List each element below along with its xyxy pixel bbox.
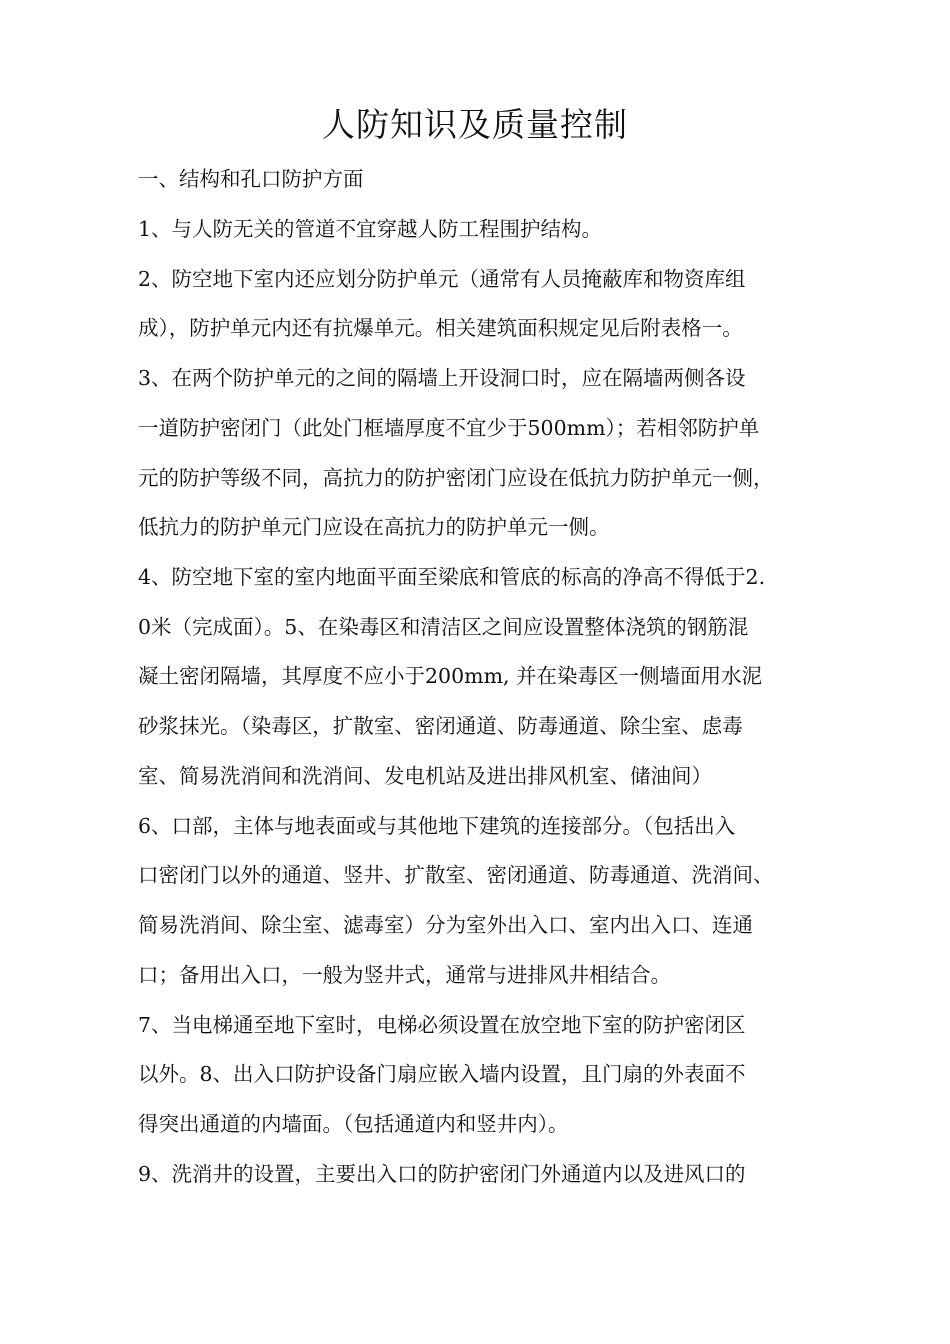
section-heading: 一、结构和孔口防护方面 [138, 167, 364, 191]
paragraph-line: 元的防护等级不同，高抗力的防护密闭门应设在低抗力防护单元一侧， [138, 466, 774, 490]
paragraph-line: 3、在两个防护单元的之间的隔墙上开设洞口时，应在隔墙两侧各设 [138, 366, 746, 390]
paragraph-line: 以外。8、出入口防护设备门扇应嵌入墙内设置，且门扇的外表面不 [138, 1062, 746, 1086]
paragraph-line: 低抗力的防护单元门应设在高抗力的防护单元一侧。 [138, 515, 610, 539]
paragraph-line: 室、简易洗消间和洗消间、发电机站及进出排风机室、储油间） [138, 764, 712, 788]
paragraph-line: 9、洗消井的设置，主要出入口的防护密闭门外通道内以及进风口的 [138, 1162, 746, 1186]
paragraph-line: 成），防护单元内还有抗爆单元。相关建筑面积规定见后附表格一。 [138, 316, 743, 340]
paragraph-line: 口密闭门以外的通道、竖井、扩散室、密闭通道、防毒通道、洗消间、 [138, 863, 774, 887]
paragraph-line: 口；备用出入口，一般为竖井式，通常与进排风井相结合。 [138, 963, 671, 987]
paragraph-line: 简易洗消间、除尘室、滤毒室）分为室外出入口、室内出入口、连通 [138, 913, 753, 937]
document-title: 人防知识及质量控制 [322, 105, 628, 144]
paragraph-line: 6、口部，主体与地表面或与其他地下建筑的连接部分。（包括出入 [138, 814, 736, 838]
paragraph-line: 2、防空地下室内还应划分防护单元（通常有人员掩蔽库和物资库组 [138, 267, 746, 291]
paragraph-line: 1、与人防无关的管道不宜穿越人防工程围护结构。 [138, 217, 603, 241]
paragraph-line: 4、防空地下室的室内地面平面至梁底和管底的标高的净高不得低于2. [138, 565, 766, 589]
paragraph-line: 得突出通道的内墙面。（包括通道内和竖井内）。 [138, 1112, 569, 1136]
paragraph-line: 砂浆抹光。（染毒区，扩散室、密闭通道、防毒通道、除尘室、虑毒 [138, 714, 743, 738]
paragraph-line: 凝土密闭隔墙，其厚度不应小于200mm, 并在染毒区一侧墙面用水泥 [138, 664, 763, 688]
paragraph-line: 一道防护密闭门（此处门框墙厚度不宜少于500mm）；若相邻防护单 [138, 416, 760, 440]
paragraph-line: 7、当电梯通至地下室时，电梯必须设置在放空地下室的防护密闭区 [138, 1013, 746, 1037]
paragraph-line: 0米（完成面）。5、在染毒区和清洁区之间应设置整体浇筑的钢筋混 [138, 615, 749, 639]
